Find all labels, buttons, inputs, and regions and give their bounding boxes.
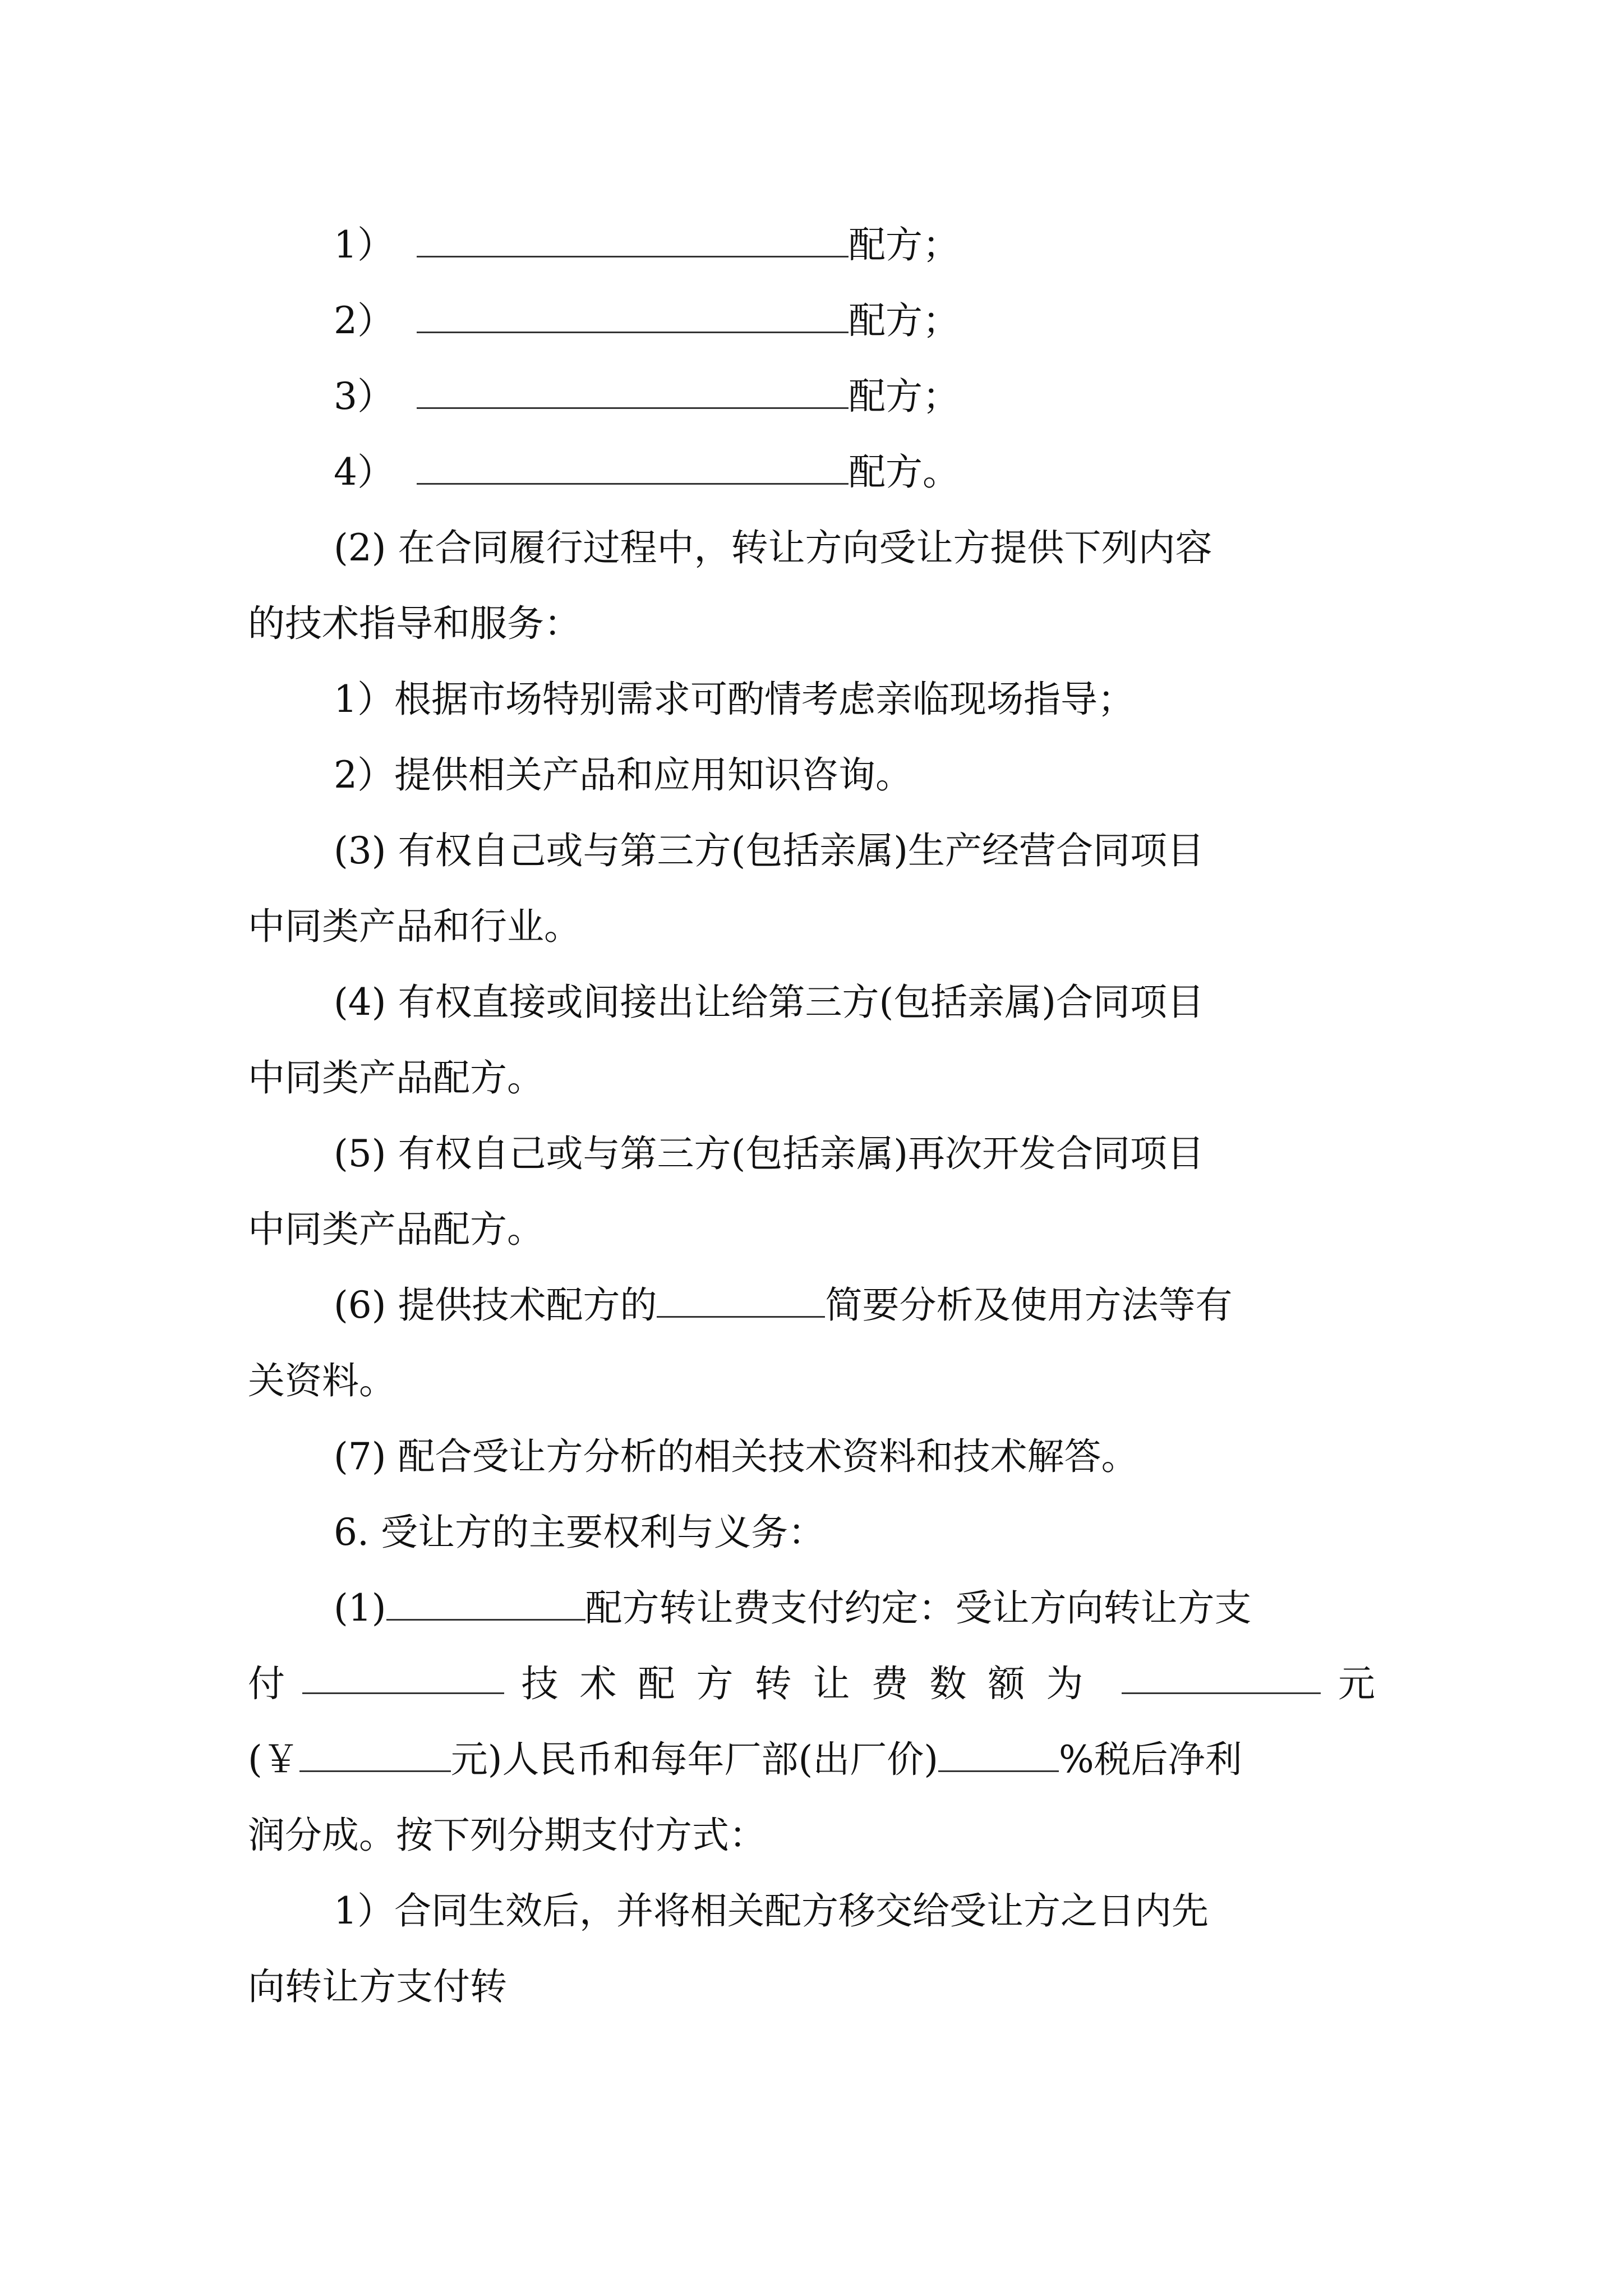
recipe-number: 2） [334, 299, 394, 342]
payment-clause-line-3 [248, 1734, 1242, 1785]
recipe-number: 3） [334, 375, 394, 418]
paragraph-4-line-1: (4) 有权直接或间接出让给第三方(包括亲属)合同项目 [334, 981, 1204, 1024]
recipe-line-3 [334, 371, 960, 422]
fill-in-blank[interactable] [417, 298, 849, 333]
recipe-line-2 [334, 296, 960, 346]
paragraph-4-line-2: 中同类产品配方。 [248, 1056, 544, 1099]
paragraph-2-line-2: 的技术指导和服务： [248, 602, 581, 645]
payment-clause-suffix: 配方转让费支付约定：受让方向转让方支 [585, 1586, 1252, 1630]
paragraph-2-line-1: (2) 在合同履行过程中，转让方向受让方提供下列内容 [334, 526, 1212, 569]
recipe-number: 4） [334, 450, 394, 494]
payment-clause-text: %税后净利 [1059, 1738, 1242, 1781]
payment-clause-text: 付 [248, 1662, 285, 1705]
recipe-suffix: 配方； [849, 299, 960, 342]
payment-clause-text: (￥ [248, 1738, 299, 1781]
paragraph-2-item-1: 1）根据市场特别需求可酌情考虑亲临现场指导； [334, 678, 1135, 721]
payment-clause-line-1 [334, 1583, 1252, 1634]
fill-in-blank[interactable] [302, 1659, 504, 1694]
paragraph-2-item-2: 2）提供相关产品和应用知识咨询。 [334, 753, 912, 797]
payment-clause-text: 技术配方转让费数额为 [521, 1662, 1105, 1705]
recipe-suffix: 配方。 [849, 450, 960, 494]
payment-clause-text: 元 [1338, 1662, 1375, 1705]
payment-clause-text: 元)人民币和每年厂部(出厂价) [450, 1738, 938, 1781]
fill-in-blank[interactable] [657, 1282, 825, 1318]
fill-in-blank[interactable] [386, 1585, 585, 1621]
paragraph-5-line-1: (5) 有权自己或与第三方(包括亲属)再次开发合同项目 [334, 1132, 1204, 1175]
paragraph-5-line-2: 中同类产品配方。 [248, 1208, 544, 1251]
payment-clause-line-4: 润分成。按下列分期支付方式： [248, 1814, 766, 1857]
paragraph-6-suffix: 简要分析及使用方法等有 [825, 1283, 1233, 1327]
recipe-suffix: 配方； [849, 223, 960, 266]
fill-in-blank[interactable] [417, 222, 849, 257]
paragraph-3-line-1: (3) 有权自己或与第三方(包括亲属)生产经营合同项目 [334, 829, 1204, 872]
fill-in-blank[interactable] [1122, 1659, 1321, 1694]
fill-in-blank[interactable] [417, 374, 849, 409]
recipe-suffix: 配方； [849, 375, 960, 418]
fill-in-blank[interactable] [417, 449, 849, 485]
paragraph-6-line-1 [334, 1280, 1232, 1331]
payment-item-1-line-2: 向转让方支付转 [248, 1965, 507, 2008]
payment-clause-line-2 [248, 1659, 1375, 1709]
paragraph-6-prefix: (6) 提供技术配方的 [334, 1283, 657, 1327]
paragraph-6-line-2: 关资料。 [248, 1359, 396, 1402]
fill-in-blank[interactable] [938, 1737, 1059, 1772]
section-6-heading: 6. 受让方的主要权利与义务： [334, 1511, 825, 1554]
fill-in-blank[interactable] [299, 1737, 451, 1772]
payment-clause-prefix: (1) [334, 1586, 386, 1630]
recipe-line-1 [334, 220, 960, 270]
paragraph-3-line-2: 中同类产品和行业。 [248, 905, 581, 948]
paragraph-7: (7) 配合受让方分析的相关技术资料和技术解答。 [334, 1435, 1138, 1478]
payment-item-1-line-1: 1）合同生效后，并将相关配方移交给受让方之日内先 [334, 1889, 1209, 1932]
recipe-line-4 [334, 447, 960, 498]
recipe-number: 1） [334, 223, 394, 266]
